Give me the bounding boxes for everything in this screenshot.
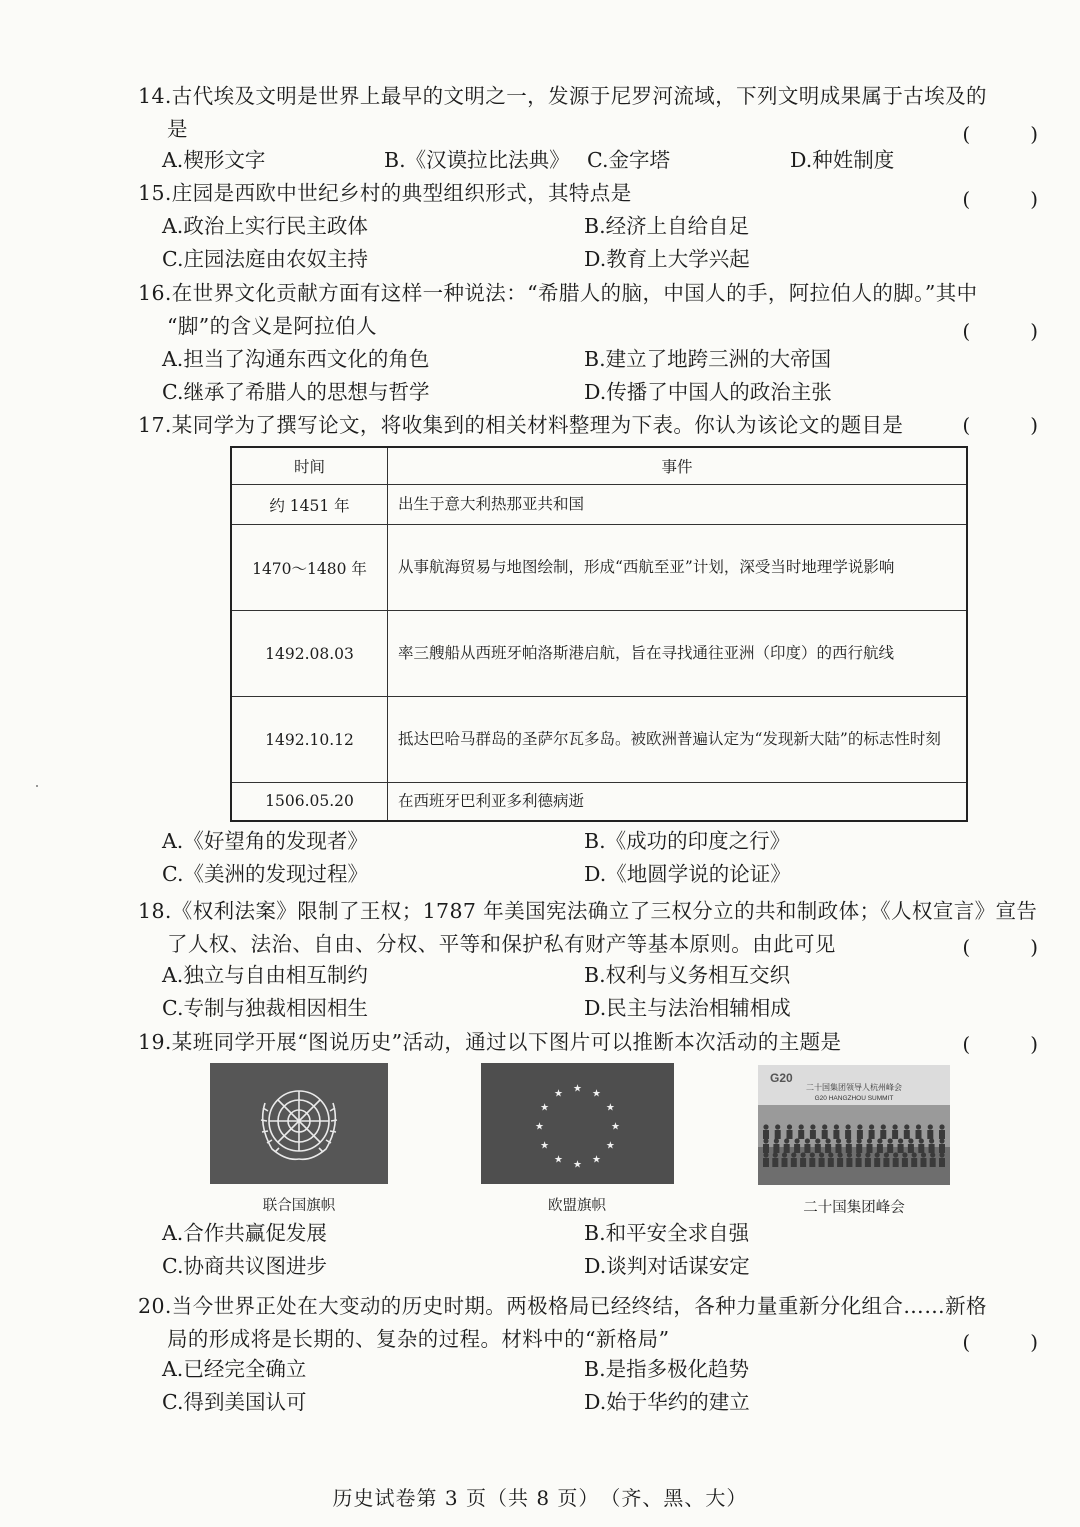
option-a: A.楔形文字 [162, 148, 266, 172]
crowd-figure [815, 1144, 821, 1153]
crowd-figure [904, 1124, 909, 1129]
table-cell-event: 在西班牙巴利亚多利德病逝 [388, 783, 968, 821]
option-c: C.得到美国认可 [162, 1390, 307, 1414]
crowd-figure [794, 1144, 800, 1153]
answer-blank: ( ) [962, 187, 1038, 211]
g20-summit-photo [758, 1065, 950, 1185]
crowd-figure [819, 1152, 824, 1157]
table-cell-time: 约 1451 年 [231, 485, 388, 525]
crowd-figure [908, 1144, 914, 1153]
crowd-figure [836, 1138, 841, 1143]
answer-blank: ( ) [962, 935, 1038, 959]
question-stem-cont: 是 [167, 117, 188, 141]
eu-flag-caption: 欧盟旗帜 [548, 1198, 606, 1214]
crowd-figure [884, 1152, 889, 1157]
crowd-figure [916, 1124, 921, 1129]
crowd-figure [801, 1152, 806, 1157]
crowd-figure [902, 1152, 907, 1157]
crowd-figure [908, 1138, 913, 1143]
crowd-figure [877, 1144, 883, 1153]
eu-star-icon: ★ [592, 1154, 601, 1166]
eu-star-icon: ★ [535, 1121, 544, 1133]
table-cell-event: 出生于意大利热那亚共和国 [388, 485, 968, 525]
table-row [231, 611, 967, 697]
crowd-figure [904, 1130, 910, 1139]
crowd-figure [763, 1124, 768, 1129]
option-c: C.协商共议图进步 [162, 1254, 327, 1278]
option-b: B.《汉谟拉比法典》 [384, 148, 570, 172]
crowd-figure [867, 1144, 873, 1153]
table-row [231, 783, 967, 821]
crowd-figure [775, 1130, 781, 1139]
option-c: C.《美洲的发现过程》 [162, 862, 368, 886]
crowd-figure [880, 1130, 886, 1139]
question-stem: 18.《权利法案》限制了王权；1787 年美国宪法确立了三权分立的共和制政体；《人权宣言》宣告 [138, 899, 1038, 923]
table-header-event: 事件 [388, 447, 968, 485]
question-stem-cont: 局的形成将是长期的、复杂的过程。材料中的“新格局” [167, 1327, 670, 1351]
crowd-figure [805, 1138, 810, 1143]
crowd-figure [939, 1158, 945, 1167]
crowd-figure [846, 1138, 851, 1143]
table-cell-time: 1492.08.03 [231, 611, 388, 697]
crowd-figure [939, 1124, 944, 1129]
crowd-figure [939, 1130, 945, 1139]
g20-banner-title: 二十国集团领导人杭州峰会 [806, 1083, 902, 1092]
crowd-figure [929, 1138, 934, 1143]
option-a: A.独立与自由相互制约 [162, 963, 368, 987]
option-a: A.政治上实行民主政体 [162, 214, 368, 238]
crowd-figure [893, 1152, 898, 1157]
question-14 [138, 80, 1038, 172]
eu-star-icon: ★ [540, 1140, 550, 1152]
crowd-figure [875, 1152, 880, 1157]
crowd-figure [800, 1158, 806, 1167]
crowd-figure [763, 1144, 769, 1153]
question-20 [138, 1290, 1038, 1414]
crowd-figure [845, 1130, 851, 1139]
crowd-figure [883, 1158, 889, 1167]
option-c: C.金字塔 [587, 148, 670, 172]
crowd-figure [825, 1144, 831, 1153]
crowd-figure [791, 1152, 796, 1157]
crowd-figure [887, 1144, 893, 1153]
option-b: B.是指多极化趋势 [584, 1357, 750, 1381]
table-cell-event: 率三艘船从西班牙帕洛斯港启航，旨在寻找通往亚洲（印度）的西行航线 [388, 611, 968, 697]
crowd-figure [773, 1152, 778, 1157]
eu-star-icon: ★ [573, 1159, 582, 1171]
option-b: B.建立了地跨三洲的大帝国 [584, 347, 832, 371]
crowd-figure [893, 1124, 898, 1129]
crowd-figure [857, 1138, 862, 1143]
option-d: D.始于华约的建立 [584, 1390, 750, 1414]
option-d: D.传播了中国人的政治主张 [584, 380, 832, 404]
question-stem: 14.古代埃及文明是世界上最早的文明之一，发源于尼罗河流域，下列文明成果属于古埃及的 [138, 84, 987, 108]
crowd-figure [773, 1144, 779, 1153]
crowd-figure [846, 1124, 851, 1129]
crowd-figure [856, 1144, 862, 1153]
page-footer: 历史试卷第 3 页（共 8 页） （齐、黑、大） [332, 1486, 748, 1510]
crowd-figure [930, 1158, 936, 1167]
option-b: B.经济上自给自足 [584, 214, 750, 238]
crowd-figure [898, 1144, 904, 1153]
table-cell-event: 抵达巴哈马群岛的圣萨尔瓦多岛。被欧洲普遍认定为“发现新大陆”的标志性时刻 [388, 697, 968, 783]
option-c: C.庄园法庭由农奴主持 [162, 247, 368, 271]
question-stem: 16.在世界文化贡献方面有这样一种说法：“希腊人的脑，中国人的手，阿拉伯人的脚。”其中 [138, 281, 978, 305]
crowd-figure [856, 1158, 862, 1167]
option-c: C.继承了希腊人的思想与哲学 [162, 380, 430, 404]
crowd-figure [763, 1130, 769, 1139]
crowd-figure [916, 1130, 922, 1139]
crowd-figure [881, 1124, 886, 1129]
option-a: A.合作共赢促发展 [162, 1221, 327, 1245]
crowd-figure [784, 1138, 789, 1143]
table-cell-time: 1470～1480 年 [231, 525, 388, 611]
crowd-figure [921, 1158, 927, 1167]
scan-speck [36, 785, 38, 787]
crowd-figure [911, 1158, 917, 1167]
g20-caption: 二十国集团峰会 [803, 1200, 905, 1216]
eu-star-icon: ★ [611, 1121, 620, 1133]
eu-star-icon: ★ [554, 1088, 563, 1100]
crowd-figure [826, 1138, 831, 1143]
answer-blank: ( ) [962, 1032, 1038, 1056]
crowd-figure [869, 1130, 875, 1139]
eu-star-icon: ★ [605, 1140, 615, 1152]
crowd-figure [939, 1144, 945, 1153]
table-row [231, 525, 967, 611]
crowd-figure [892, 1130, 898, 1139]
question-stem: 15.庄园是西欧中世纪乡村的典型组织形式，其特点是 [138, 181, 632, 205]
crowd-figure [782, 1152, 787, 1157]
crowd-figure [834, 1124, 839, 1129]
table-cell-event: 从事航海贸易与地图绘制，形成“西航至亚”计划，深受当时地理学说影响 [388, 525, 968, 611]
table-cell-time: 1506.05.20 [231, 783, 388, 821]
option-b: B.《成功的印度之行》 [584, 829, 791, 853]
table-header-time: 时间 [231, 447, 388, 485]
option-a: A.担当了沟通东西文化的角色 [162, 347, 430, 371]
question-15 [138, 177, 1038, 271]
question-stem-cont: 了人权、法治、自由、分权、平等和保护私有财产等基本原则。由此可见 [167, 932, 836, 956]
eu-star-icon: ★ [592, 1088, 601, 1100]
answer-blank: ( ) [962, 122, 1038, 146]
crowd-figure [939, 1138, 944, 1143]
eu-star-icon: ★ [554, 1154, 563, 1166]
answer-blank: ( ) [962, 319, 1038, 343]
table-cell-time: 1492.10.12 [231, 697, 388, 783]
option-d: D.民主与法治相辅相成 [584, 996, 791, 1020]
crowd-figure [787, 1124, 792, 1129]
g20-logo: G20 [770, 1071, 793, 1085]
crowd-figure [919, 1138, 924, 1143]
crowd-figure [846, 1158, 852, 1167]
crowd-figure [857, 1130, 863, 1139]
crowd-figure [918, 1144, 924, 1153]
option-b: B.权利与义务相互交织 [584, 963, 791, 987]
crowd-figure [775, 1124, 780, 1129]
option-d: D.种姓制度 [790, 148, 895, 172]
answer-blank: ( ) [962, 1330, 1038, 1354]
crowd-figure [888, 1138, 893, 1143]
crowd-figure [810, 1152, 815, 1157]
crowd-figure [865, 1158, 871, 1167]
question-stem-cont: “脚”的含义是阿拉伯人 [167, 314, 377, 338]
eu-flag-image [481, 1063, 674, 1184]
g20-banner-subtitle: G20 HANGZHOU SUMMIT [814, 1095, 894, 1102]
crowd-figure [763, 1138, 768, 1143]
table-row [231, 485, 967, 525]
crowd-figure [819, 1158, 825, 1167]
crowd-figure [877, 1138, 882, 1143]
answer-blank: ( ) [962, 413, 1038, 437]
crowd-figure [837, 1158, 843, 1167]
crowd-figure [822, 1124, 827, 1129]
eu-star-icon: ★ [573, 1083, 582, 1095]
crowd-figure [929, 1144, 935, 1153]
eu-star-icon: ★ [605, 1102, 615, 1114]
crowd-figure [857, 1124, 862, 1129]
question-stem: 19.某班同学开展“图说历史”活动，通过以下图片可以推断本次活动的主题是 [138, 1030, 842, 1054]
crowd-figure [838, 1152, 843, 1157]
crowd-figure [902, 1158, 908, 1167]
crowd-figure [828, 1158, 834, 1167]
option-d: D.谈判对话谋安定 [584, 1254, 750, 1278]
crowd-figure [869, 1124, 874, 1129]
option-b: B.和平安全求自强 [584, 1221, 750, 1245]
un-flag-image [210, 1063, 388, 1184]
crowd-figure [795, 1138, 800, 1143]
crowd-figure [893, 1158, 899, 1167]
option-a: A.已经完全确立 [162, 1357, 307, 1381]
crowd-figure [791, 1158, 797, 1167]
crowd-figure [782, 1158, 788, 1167]
crowd-figure [939, 1152, 944, 1157]
un-flag-caption: 联合国旗帜 [262, 1198, 336, 1214]
crowd-figure [809, 1158, 815, 1167]
crowd-figure [810, 1124, 815, 1129]
question-18 [138, 895, 1038, 1020]
crowd-figure [846, 1144, 852, 1153]
crowd-figure [815, 1138, 820, 1143]
crowd-figure [874, 1158, 880, 1167]
crowd-figure [772, 1158, 778, 1167]
crowd-figure [810, 1130, 816, 1139]
option-d: D.教育上大学兴起 [584, 247, 750, 271]
option-d: D.《地圆学说的论证》 [584, 862, 791, 886]
crowd-figure [865, 1152, 870, 1157]
crowd-figure [798, 1130, 804, 1139]
crowd-figure [912, 1152, 917, 1157]
option-c: C.专制与独裁相因相生 [162, 996, 368, 1020]
columbus-timeline-table [230, 446, 968, 822]
eu-star-icon: ★ [540, 1102, 550, 1114]
crowd-figure [836, 1144, 842, 1153]
crowd-figure [828, 1152, 833, 1157]
question-stem: 20.当今世界正处在大变动的历史时期。两极格局已经终结，各种力量重新分化组合……新格 [138, 1294, 987, 1318]
option-a: A.《好望角的发现者》 [162, 829, 368, 853]
crowd-figure [774, 1138, 779, 1143]
crowd-figure [928, 1124, 933, 1129]
table-row [231, 697, 967, 783]
crowd-figure [763, 1152, 768, 1157]
crowd-figure [930, 1152, 935, 1157]
crowd-figure [927, 1130, 933, 1139]
crowd-figure [784, 1144, 790, 1153]
crowd-figure [822, 1130, 828, 1139]
crowd-figure [867, 1138, 872, 1143]
crowd-figure [804, 1144, 810, 1153]
crowd-figure [856, 1152, 861, 1157]
crowd-figure [921, 1152, 926, 1157]
crowd-figure [833, 1130, 839, 1139]
crowd-figure [847, 1152, 852, 1157]
crowd-figure [763, 1158, 769, 1167]
question-stem: 17.某同学为了撰写论文，将收集到的相关材料整理为下表。你认为该论文的题目是 [138, 413, 904, 437]
question-16 [138, 277, 1038, 404]
crowd-figure [799, 1124, 804, 1129]
crowd-figure [787, 1130, 793, 1139]
crowd-figure [898, 1138, 903, 1143]
